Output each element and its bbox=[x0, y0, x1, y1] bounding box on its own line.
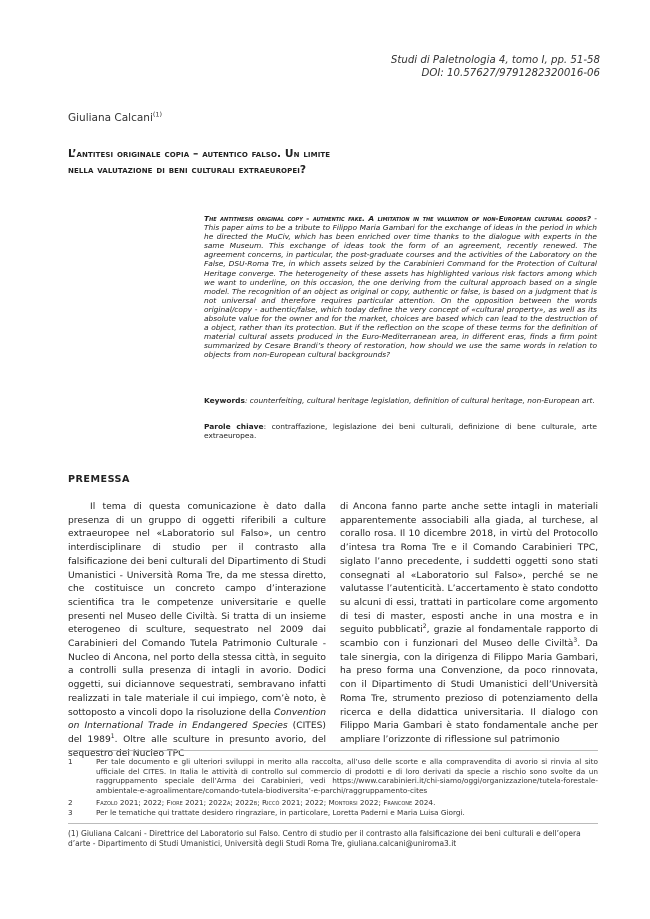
keywords bbox=[204, 396, 597, 405]
footnote-number: 1 bbox=[68, 757, 73, 766]
author-affiliation: (1) Giuliana Calcani - Direttrice del Laboratorio sul Falso. Centro di studio per il contrasto alla falsificazione dei beni culturali e dell’opera d’arte - Dipartimento di Studi Umanistici, Università degli Studi Roma Tre, giuliana.calcani@uniroma3.it bbox=[68, 829, 581, 848]
title-line-2: nella valutazione di beni culturali extraeuropei? bbox=[68, 164, 307, 176]
abstract bbox=[204, 214, 597, 360]
right-text-3: . Da tale sinergia, con la dirigenza di Filippo Maria Gambari, ha preso forma una Convenzione, da poco rinnovata, con il Dipartimento di Studi Umanistici dell’Università Roma Tre, strumento prezioso di potenziamento della ricerca e della didattica universitaria. Il dialogo con Filippo Maria Gambari è stato fondamentale anche per ampliare l’orizzonte di riflessione sul patrimonio bbox=[340, 639, 599, 745]
convention-title: Convention on International Trade in Endangered Species bbox=[68, 707, 326, 732]
affiliation-divider bbox=[68, 823, 598, 824]
author-name bbox=[68, 112, 162, 124]
abstract-heading: The antithesis original copy - authentic fake. A limitation in the valuation of non-European cultural goods? bbox=[204, 214, 592, 223]
keywords-label: Keywords bbox=[204, 396, 245, 405]
abstract-body: - This paper aims to be a tribute to Filippo Maria Gambari for the exchange of ideas in the period in which he directed the MuCiv, which has been enriched over time thanks to the dialogue with experts in the same Museum. This exchange of ideas took the form of an agreement, recently renewed. The agreement concerns, in particular, the post-graduate courses and the activities of the Laboratory on the False, DSU-Roma Tre, in which assets seized by the Carabinieri Command for the Protection of Cultural Heritage converge. The heterogeneity of these assets has highlighted various risk factors among which we want to underline, on this occasion, the one deriving from the cultural approach based on a single model. The recognition of an object as original or copy, authentic or false, is based on a judgment that is not universal and therefore requires particular attention. On the opposition between the words original/copy - authentic/false, which today define the very concept of «cultural property», as well as its absolute value for the owner and for the market, choices are based which can lead to the destruction of a object, rather than its protection. But if the reflection on the scope of these terms for the definition of material cultural assets produced in the Euro-Mediterranean area, in different eras, finds a firm point summarized by Cesare Brandi’s theory of restoration, how should we use the same words in relation to objects from non-European cultural backgrounds? bbox=[204, 214, 597, 360]
author-mark: (1) bbox=[152, 110, 163, 119]
author-name-text: Giuliana Calcani bbox=[68, 112, 153, 124]
parole-label: Parole chiave bbox=[204, 422, 264, 431]
footnote-text: Fazolo 2021; 2022; Fiore 2021; 2022a; 2022b; Riccò 2021; 2022; Montorsi 2022; Francone 2024. bbox=[96, 798, 436, 807]
section-heading: PREMESSA bbox=[68, 474, 130, 485]
journal-doi: DOI: 10.57627/9791282320016-06 bbox=[421, 68, 600, 79]
journal-citation bbox=[391, 54, 600, 80]
title-line-1: L’antitesi originale copia – autentico falso. Un limite bbox=[68, 148, 331, 160]
footnote-3 bbox=[68, 808, 598, 818]
article-title bbox=[68, 146, 398, 178]
journal-line-1: Studi di Paletnologia 4, tomo I, pp. 51-58 bbox=[390, 55, 600, 66]
parole-text: : contraffazione, legislazione dei beni culturali, definizione di bene culturale, arte extraeuropea. bbox=[204, 422, 597, 441]
body-column-left bbox=[68, 501, 326, 761]
left-text-1: Il tema di questa comunicazione è dato dalla presenza di un gruppo di oggetti riferibili a culture extraeuropee nel «Laboratorio sul Falso», un centro interdisciplinare di studio per il contrasto alla falsificazione dei beni culturali del Dipartimento di Studi Umanistici - Università Roma Tre, da me stessa diretto, che costituisce un concreto campo d’interazione scientifica tra le competenze universitarie e quelle presenti nel Museo delle Civiltà. Si tratta di un insieme eterogeneo di sculture, sequestrato nel 2009 dai Carabinieri del Comando Tutela Patrimonio Culturale - Nucleo di Ancona, nel porto della stessa città, in seguito a controlli sulla presenza di intagli in avorio. Dodici oggetti, sui diciannove sequestrati, sembravano infatti realizzati in tale materiale il cui impiego, com’è noto, è sottoposto a vincoli dopo la risoluzione della bbox=[68, 502, 326, 718]
footnote-ref-3[interactable]: 3 bbox=[573, 636, 578, 644]
keywords-text: : counterfeiting, cultural heritage legislation, definition of cultural heritage, non-European art. bbox=[244, 396, 595, 405]
footnote-text: Per le tematiche qui trattate desidero ringraziare, in particolare, Loretta Paderni e Maria Luisa Giorgi. bbox=[96, 808, 465, 817]
parole-chiave bbox=[204, 422, 597, 440]
right-text-1: di Ancona fanno parte anche sette intagli in materiali apparentemente associabili alla giada, al turchese, al corallo rosa. Il 10 dicembre 2018, in virtù del Protocollo d’intesa tra Roma Tre e il Comando Carabinieri TPC, siglato l’anno precedente, i suddetti oggetti sono stati consegnati al «Laboratorio sul Falso», perché se ne valutasse l’autenticità. L’accertamento è stato condotto su alcuni di essi, trattati in particolare come argomento di tesi di master, esposti anche in una mostra e in seguito pubblicati bbox=[340, 502, 598, 636]
footnote-2 bbox=[68, 798, 598, 808]
footnote-number: 3 bbox=[68, 808, 73, 817]
left-text-3: . Oltre alle sculture in presunto avorio, del sequestro del Nucleo TPC bbox=[68, 734, 326, 759]
footnote-divider bbox=[68, 750, 598, 751]
body-column-right bbox=[340, 501, 598, 748]
right-text-2: , grazie al fondamentale rapporto di scambio con i funzionari del Museo delle Civiltà bbox=[340, 625, 598, 650]
footnote-1 bbox=[68, 757, 598, 795]
footnote-text: Per tale documento e gli ulteriori sviluppi in merito alla raccolta, all’uso delle scorte e alla compravendita di avorio si rinvia al sito ufficiale del CITES. In Italia le attività di controllo sul commercio di prodotti e di loro derivati da specie a rischio sono svolte da un raggruppamento speciale dell’Arma dei Carabinieri, vedi https://www.carabinieri.it/chi-siamo/oggi/organizzazione/tutela-forestale-ambientale-e-agroalimentare/comando-tutela-biodiversita’-e-parchi/raggruppamento-cites bbox=[96, 757, 598, 795]
footnote-ref-2[interactable]: 2 bbox=[422, 623, 427, 631]
footnote-number: 2 bbox=[68, 798, 73, 807]
footnote-ref-1[interactable]: 1 bbox=[110, 732, 115, 740]
left-text-2: (CITES) del 1989 bbox=[68, 721, 326, 745]
